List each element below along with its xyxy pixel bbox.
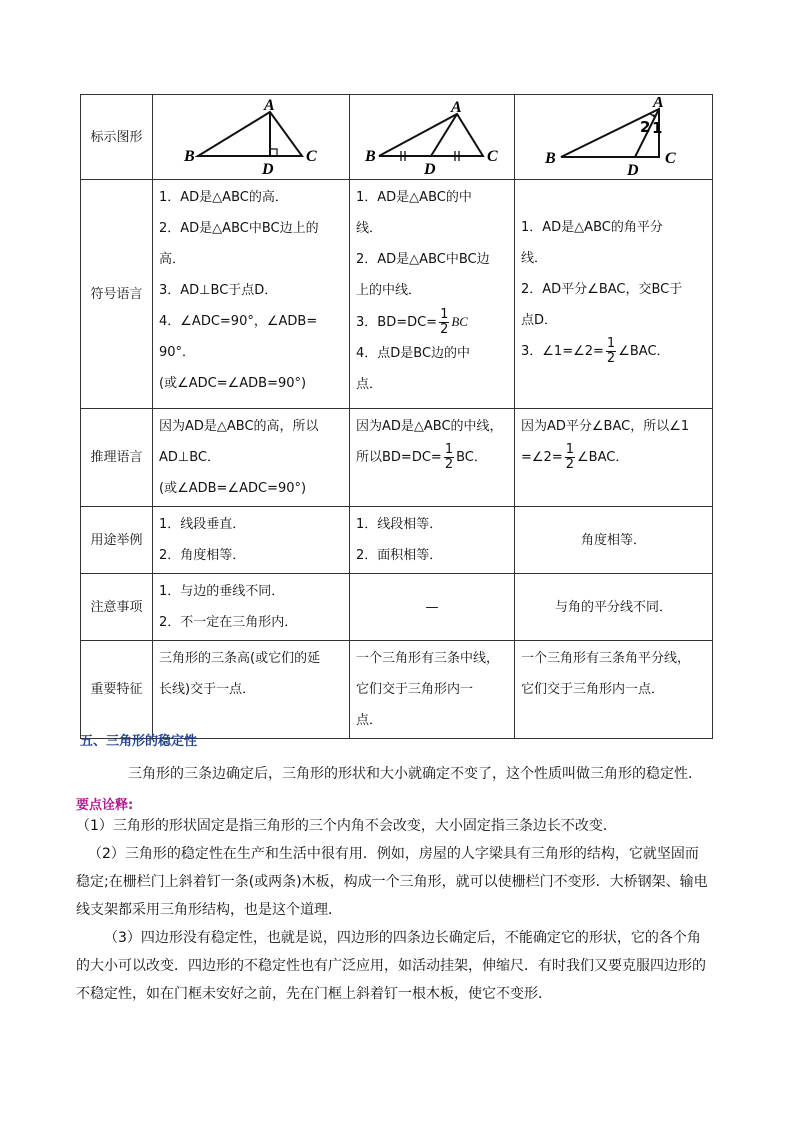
label-C: C — [487, 148, 498, 165]
text-line: 1．AD是△ABC的高． — [159, 190, 288, 205]
angle-label-2: 2 — [639, 118, 650, 136]
section-intro: 三角形的三条边确定后，三角形的形状和大小就确定不变了，这个性质叫做三角形的稳定性. — [128, 766, 693, 782]
text-segment: ∠BAC． — [577, 450, 629, 465]
comparison-table — [80, 94, 713, 739]
cell-usage-altitude — [153, 507, 350, 574]
text-line: 1．线段垂直． — [159, 517, 246, 532]
cell-symbol-bisector — [515, 180, 713, 409]
fraction-half — [444, 443, 454, 472]
fraction-numerator: 1 — [440, 307, 449, 322]
cell-notes-median: — — [350, 574, 515, 641]
text-line: 因为AD平分∠BAC，所以∠1 — [521, 419, 690, 434]
cell-feature-altitude — [153, 641, 350, 739]
text-segment: =∠2= — [521, 450, 563, 465]
row-figure — [81, 95, 713, 180]
label-D: D — [262, 161, 274, 176]
fraction-half — [606, 337, 616, 366]
text-line: (或∠ADC=∠ADB=90°) — [159, 376, 307, 391]
fraction-numerator: 1 — [565, 442, 574, 457]
text-line: 2．AD是△ABC中BC边上的 — [159, 221, 319, 236]
text-line: 90°． — [159, 345, 196, 360]
label-C: C — [306, 148, 317, 165]
figure-median — [350, 95, 515, 180]
fraction-numerator: 1 — [444, 442, 454, 457]
text-line: 它们交于三角形内一点． — [521, 682, 665, 697]
text-line: 2．不一定在三角形内． — [159, 615, 298, 630]
label-A: A — [264, 98, 275, 114]
label-B: B — [365, 148, 376, 165]
label-D: D — [626, 162, 639, 177]
cell-usage-median — [350, 507, 515, 574]
text-line: 1．与边的垂线不同． — [159, 584, 285, 599]
fraction-denominator: 2 — [444, 457, 454, 472]
text-line: 上的中线． — [356, 283, 422, 298]
text-line: 2．AD是△ABC中BC边 — [356, 252, 490, 267]
row-label-reason: 推理语言 — [81, 409, 153, 507]
paragraph-3: （3）四边形没有稳定性，也就是说，四边形的四条边长确定后，不能确定它的形状，它的各个角的大小可以改变．四边形的不稳定性也有广泛应用，如活动挂架，伸缩尺．有时我们又要克服四边形的不稳定性，如在门框未安好之前，先在门框上斜着钉一根木板，使它不变形． — [76, 930, 706, 1002]
fraction-line — [521, 336, 706, 367]
cell-feature-median — [350, 641, 515, 739]
fraction-denominator: 2 — [606, 351, 616, 366]
fraction-denominator: 2 — [565, 457, 574, 472]
text-segment: BC． — [456, 450, 487, 465]
row-symbol — [81, 180, 713, 409]
figure-altitude — [153, 95, 350, 180]
text-line: 三角形的三条高(或它们的延 — [159, 651, 321, 666]
fraction-half — [439, 308, 449, 337]
text-line: 长线)交于一点． — [159, 682, 256, 697]
fraction-line — [356, 442, 508, 473]
text-line: 因为AD是△ABC的中线， — [356, 419, 503, 434]
cell-feature-bisector — [515, 641, 713, 739]
text-line: 4．点D是BC边的中 — [356, 346, 471, 361]
cell-reason-bisector — [515, 409, 713, 507]
text-line: 因为AD是△ABC的高，所以 — [159, 419, 319, 434]
text-line: 2．面积相等． — [356, 548, 443, 563]
keypoint-label: 要点诠释: — [76, 798, 134, 813]
text-line: 一个三角形有三条中线， — [356, 651, 500, 666]
angle-label-1: 1 — [651, 119, 662, 137]
row-label-usage: 用途举例 — [81, 507, 153, 574]
fraction-numerator: 1 — [606, 336, 616, 351]
cell-reason-median — [350, 409, 515, 507]
row-usage — [81, 507, 713, 574]
cell-notes-altitude — [153, 574, 350, 641]
label-B: B — [184, 148, 195, 165]
label-A: A — [451, 99, 462, 116]
label-D: D — [424, 161, 436, 176]
cell-usage-bisector: 角度相等． — [515, 507, 713, 574]
fraction-line — [356, 306, 508, 338]
text-segment: ∠BAC． — [618, 344, 670, 359]
text-line: 1．线段相等． — [356, 517, 443, 532]
text-line: AD⊥BC． — [159, 450, 220, 465]
text-line: 点D． — [521, 313, 558, 328]
paragraph-2: （2）三角形的稳定性在生产和生活中很有用．例如，房屋的人字梁具有三角形的结构，它就坚固而稳定;在栅栏门上斜着钉一条(或两条)木板，构成一个三角形，就可以使栅栏门不变形．大桥钢架、输电线支架都采用三角形结构，也是这个道理． — [76, 846, 708, 918]
cell-notes-bisector: 与角的平分线不同． — [515, 574, 713, 641]
figure-bisector — [515, 95, 713, 180]
row-feature — [81, 641, 713, 739]
text-line: 线． — [521, 251, 548, 266]
row-reason — [81, 409, 713, 507]
text-line: 3．AD⊥BC于点D． — [159, 283, 278, 298]
bisector-triangle-figure — [539, 97, 689, 177]
paragraph-1: （1）三角形的形状固定是指三角形的三个内角不会改变，大小固定指三条边长不改变． — [76, 818, 617, 834]
median-triangle-figure — [357, 98, 507, 176]
cell-symbol-altitude — [153, 180, 350, 409]
text-line: 它们交于三角形内一 — [356, 682, 474, 697]
text-segment: 所以BD=DC= — [356, 450, 442, 465]
cell-symbol-median — [350, 180, 515, 409]
text-segment: 3．∠1=∠2= — [521, 344, 604, 359]
text-line: 一个三角形有三条角平分线， — [521, 651, 691, 666]
text-line: 2．角度相等． — [159, 548, 246, 563]
text-line: 4．∠ADC=90°，∠ADB= — [159, 314, 318, 329]
text-line: 点． — [356, 377, 383, 392]
text-line: 高． — [159, 252, 186, 267]
fraction-half — [565, 443, 575, 472]
row-label-notes: 注意事项 — [81, 574, 153, 641]
row-notes — [81, 574, 713, 641]
text-line: 点． — [356, 713, 383, 728]
fraction-denominator: 2 — [440, 322, 449, 337]
row-label-symbol: 符号语言 — [81, 180, 153, 409]
label-A: A — [652, 97, 664, 111]
altitude-triangle-figure — [176, 98, 326, 176]
label-B: B — [544, 150, 556, 167]
text-line: 线． — [356, 221, 383, 236]
label-C: C — [664, 150, 676, 167]
section-title: 五、三角形的稳定性 — [80, 734, 198, 749]
fraction-line — [521, 442, 706, 473]
text-line: 2．AD平分∠BAC，交BC于 — [521, 282, 683, 297]
cell-reason-altitude — [153, 409, 350, 507]
text-segment: 3．BD=DC= — [356, 315, 438, 330]
text-line: 1．AD是△ABC的角平分 — [521, 220, 663, 235]
text-line: (或∠ADB=∠ADC=90°) — [159, 481, 307, 496]
row-label-feature: 重要特征 — [81, 641, 153, 739]
text-segment: BC — [451, 314, 468, 329]
row-label-figure: 标示图形 — [81, 95, 153, 180]
text-line: 1．AD是△ABC的中 — [356, 190, 472, 205]
